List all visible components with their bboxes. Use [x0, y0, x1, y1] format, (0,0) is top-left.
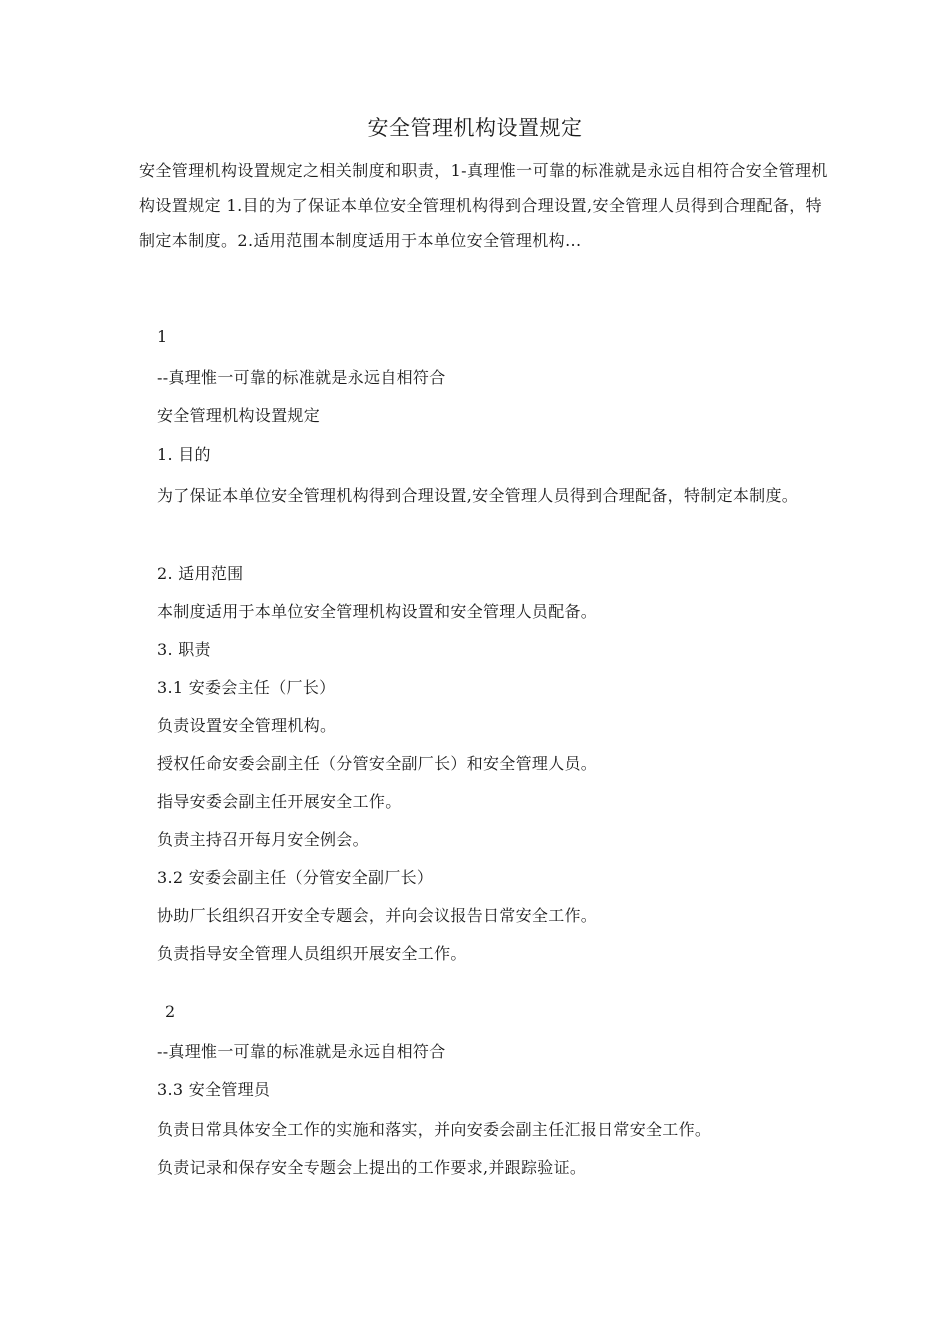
- section-3-1-item: 负责设置安全管理机构。: [157, 716, 337, 735]
- section-1-text: 为了保证本单位安全管理机构得到合理设置,安全管理人员得到合理配备，特制定本制度。: [157, 486, 799, 505]
- page-number-2: 2: [165, 1002, 176, 1021]
- section-2-title: 2. 适用范围: [157, 564, 244, 583]
- section-3-2-title: 3.2 安委会副主任（分管安全副厂长）: [157, 868, 434, 887]
- page-number-1: 1: [157, 327, 168, 346]
- section-3-title: 3. 职责: [157, 640, 211, 659]
- motto-2: --真理惟一可靠的标准就是永远自相符合: [157, 1042, 446, 1061]
- section-3-2-item: 负责指导安全管理人员组织开展安全工作。: [157, 944, 467, 963]
- section-3-1-item: 负责主持召开每月安全例会。: [157, 830, 369, 849]
- section-3-1-title: 3.1 安委会主任（厂长）: [157, 678, 336, 697]
- section-3-3-item: 负责记录和保存安全专题会上提出的工作要求,并跟踪验证。: [157, 1158, 587, 1177]
- section-2-text: 本制度适用于本单位安全管理机构设置和安全管理人员配备。: [157, 602, 598, 621]
- section-1-title: 1. 目的: [157, 445, 211, 464]
- section-3-2-item: 协助厂长组织召开安全专题会，并向会议报告日常安全工作。: [157, 906, 598, 925]
- motto-1: --真理惟一可靠的标准就是永远自相符合: [157, 368, 446, 387]
- document-summary: 安全管理机构设置规定之相关制度和职责，1-真理惟一可靠的标准就是永远自相符合安全管理机构设置规定 1.目的为了保证本单位安全管理机构得到合理设置,安全管理人员得到合理配备，特制定本制度。2.适用范围本制度适用于本单位安全管理机构...: [139, 161, 828, 250]
- section-3-1-item: 授权任命安委会副主任（分管安全副厂长）和安全管理人员。: [157, 754, 598, 773]
- section-3-1-item: 指导安委会副主任开展安全工作。: [157, 792, 402, 811]
- section-heading: 安全管理机构设置规定: [157, 406, 321, 425]
- section-3-3-title: 3.3 安全管理员: [157, 1080, 271, 1099]
- document-title: 安全管理机构设置规定: [367, 116, 583, 140]
- section-3-3-item: 负责日常具体安全工作的实施和落实，并向安委会副主任汇报日常安全工作。: [157, 1120, 712, 1139]
